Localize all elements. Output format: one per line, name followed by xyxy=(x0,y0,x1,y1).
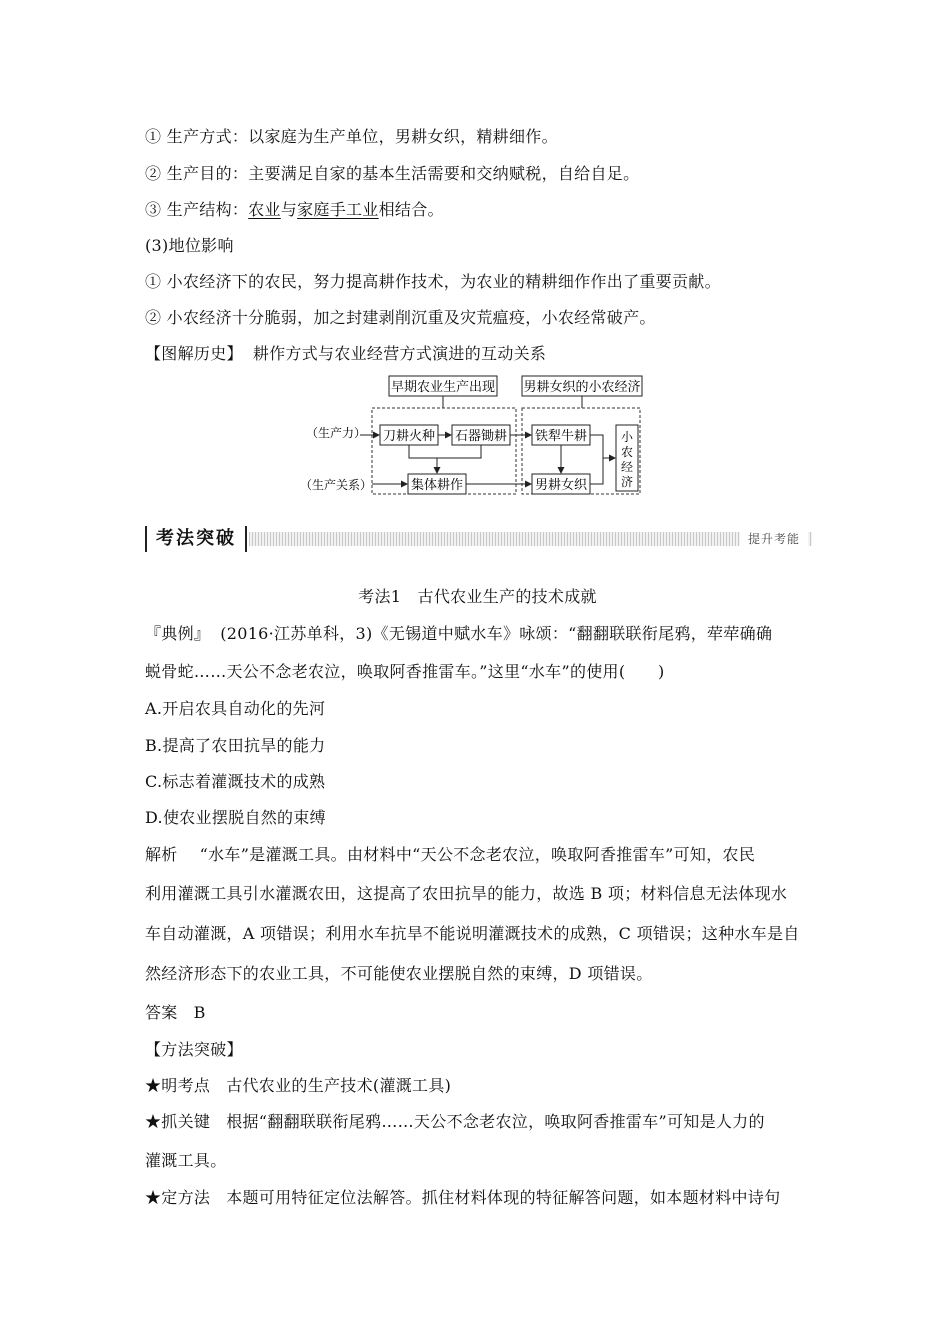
node-text: 男耕女织 xyxy=(534,478,588,493)
node-text: 刀耕火种 xyxy=(382,429,436,444)
analysis-text: “水车”是灌溉工具。由材料中“天公不念老农泣，唤取阿香推雷车”可知，农民 xyxy=(199,845,756,864)
text-line: 车自动灌溉，A 项错误；利用水车抗旱不能说明灌溉技术的成熟，C 项错误；这种水车是自 xyxy=(145,924,800,943)
text-span: ③ 生产结构： xyxy=(145,200,249,219)
text-line: ② 生产目的：主要满足自家的基本生活需要和交纳赋税，自给自足。 xyxy=(145,164,640,183)
text-line: 蜕骨蛇……天公不念老农泣，唤取阿香推雷车。”这里“水车”的使用( ) xyxy=(145,662,665,681)
question-text: (2016·江苏单科，3)《无锡道中赋水车》咏颂：“翻翻联联衔尾鸦，荦荦确确 xyxy=(220,624,773,643)
text-line: 利用灌溉工具引水灌溉农田，这提高了农田抗旱的能力，故选 B 项；材料信息无法体现水 xyxy=(145,884,788,903)
node-text: 铁犁牛耕 xyxy=(534,429,588,444)
text-line xyxy=(145,1076,810,1096)
text-line xyxy=(145,200,810,220)
method-text: 根据“翻翻联联衔尾鸦……天公不念老农泣，唤取阿香推雷车”可知是人力的 xyxy=(226,1112,765,1131)
banner-stripe xyxy=(249,532,812,546)
text-line xyxy=(145,344,810,364)
banner-tag: 提升考能 xyxy=(740,526,808,552)
text-line: 灌溉工具。 xyxy=(145,1151,227,1170)
method-text: 本题可用特征定位法解答。抓住材料体现的特征解答问题，如本题材料中诗句 xyxy=(226,1188,781,1207)
flow-diagram xyxy=(300,370,650,500)
row-label-relations: （生产关系） xyxy=(300,478,373,492)
row-label-productivity: （生产力） xyxy=(306,426,367,440)
node-text: 小 xyxy=(620,430,634,444)
method-label: ★明考点 xyxy=(145,1076,211,1095)
section-heading: 考法1 古代农业生产的技术成就 xyxy=(358,587,597,606)
text-line xyxy=(145,1112,810,1132)
text-line: ② 小农经济十分脆弱，加之封建剥削沉重及灾荒瘟疫，小农经常破产。 xyxy=(145,308,656,327)
header-right-text: 男耕女织的小农经济 xyxy=(523,380,641,395)
node-text: 农 xyxy=(620,445,634,459)
header-left-text: 早期农业生产出现 xyxy=(390,380,496,395)
node-text: 经 xyxy=(620,460,634,474)
option-b: B.提高了农田抗旱的能力 xyxy=(145,736,326,755)
option-d: D.使农业摆脱自然的束缚 xyxy=(145,808,326,827)
underlined-term: 家庭手工业 xyxy=(297,200,379,219)
method-label: ★抓关键 xyxy=(145,1112,211,1131)
node-text: 集体耕作 xyxy=(410,478,464,493)
node-text: 济 xyxy=(620,475,634,489)
method-label: ★定方法 xyxy=(145,1188,211,1207)
answer-value: B xyxy=(193,1003,206,1022)
text-line xyxy=(145,845,810,865)
underlined-term: 农业 xyxy=(248,200,281,219)
text-line: ① 生产方式：以家庭为生产单位，男耕女织，精耕细作。 xyxy=(145,127,558,146)
method-text: 古代农业的生产技术(灌溉工具) xyxy=(226,1076,452,1095)
answer-label: 答案 xyxy=(145,1003,178,1022)
diagram-caption: 耕作方式与农业经营方式演进的互动关系 xyxy=(252,344,547,363)
section-banner xyxy=(145,526,812,552)
text-line: ① 小农经济下的农民，努力提高耕作技术，为农业的精耕细作作出了重要贡献。 xyxy=(145,272,721,291)
text-line xyxy=(145,1003,810,1023)
text-span: 与 xyxy=(280,200,298,219)
text-line: 然经济形态下的农业工具，不可能使农业摆脱自然的束缚，D 项错误。 xyxy=(145,964,653,983)
method-tag: 【方法突破】 xyxy=(145,1040,243,1059)
subsection-heading: (3)地位影响 xyxy=(145,236,234,255)
node-text: 石器锄耕 xyxy=(454,429,508,444)
option-a: A.开启农具自动化的先河 xyxy=(145,699,326,718)
example-tag: 『典例』 xyxy=(145,624,211,643)
section-tag: 【图解历史】 xyxy=(145,344,243,363)
text-line xyxy=(145,1188,810,1208)
option-c: C.标志着灌溉技术的成熟 xyxy=(145,772,326,791)
banner-title: 考法突破 xyxy=(145,526,247,552)
text-line xyxy=(145,624,810,644)
text-span: 相结合。 xyxy=(378,200,444,219)
analysis-label: 解析 xyxy=(145,845,178,864)
